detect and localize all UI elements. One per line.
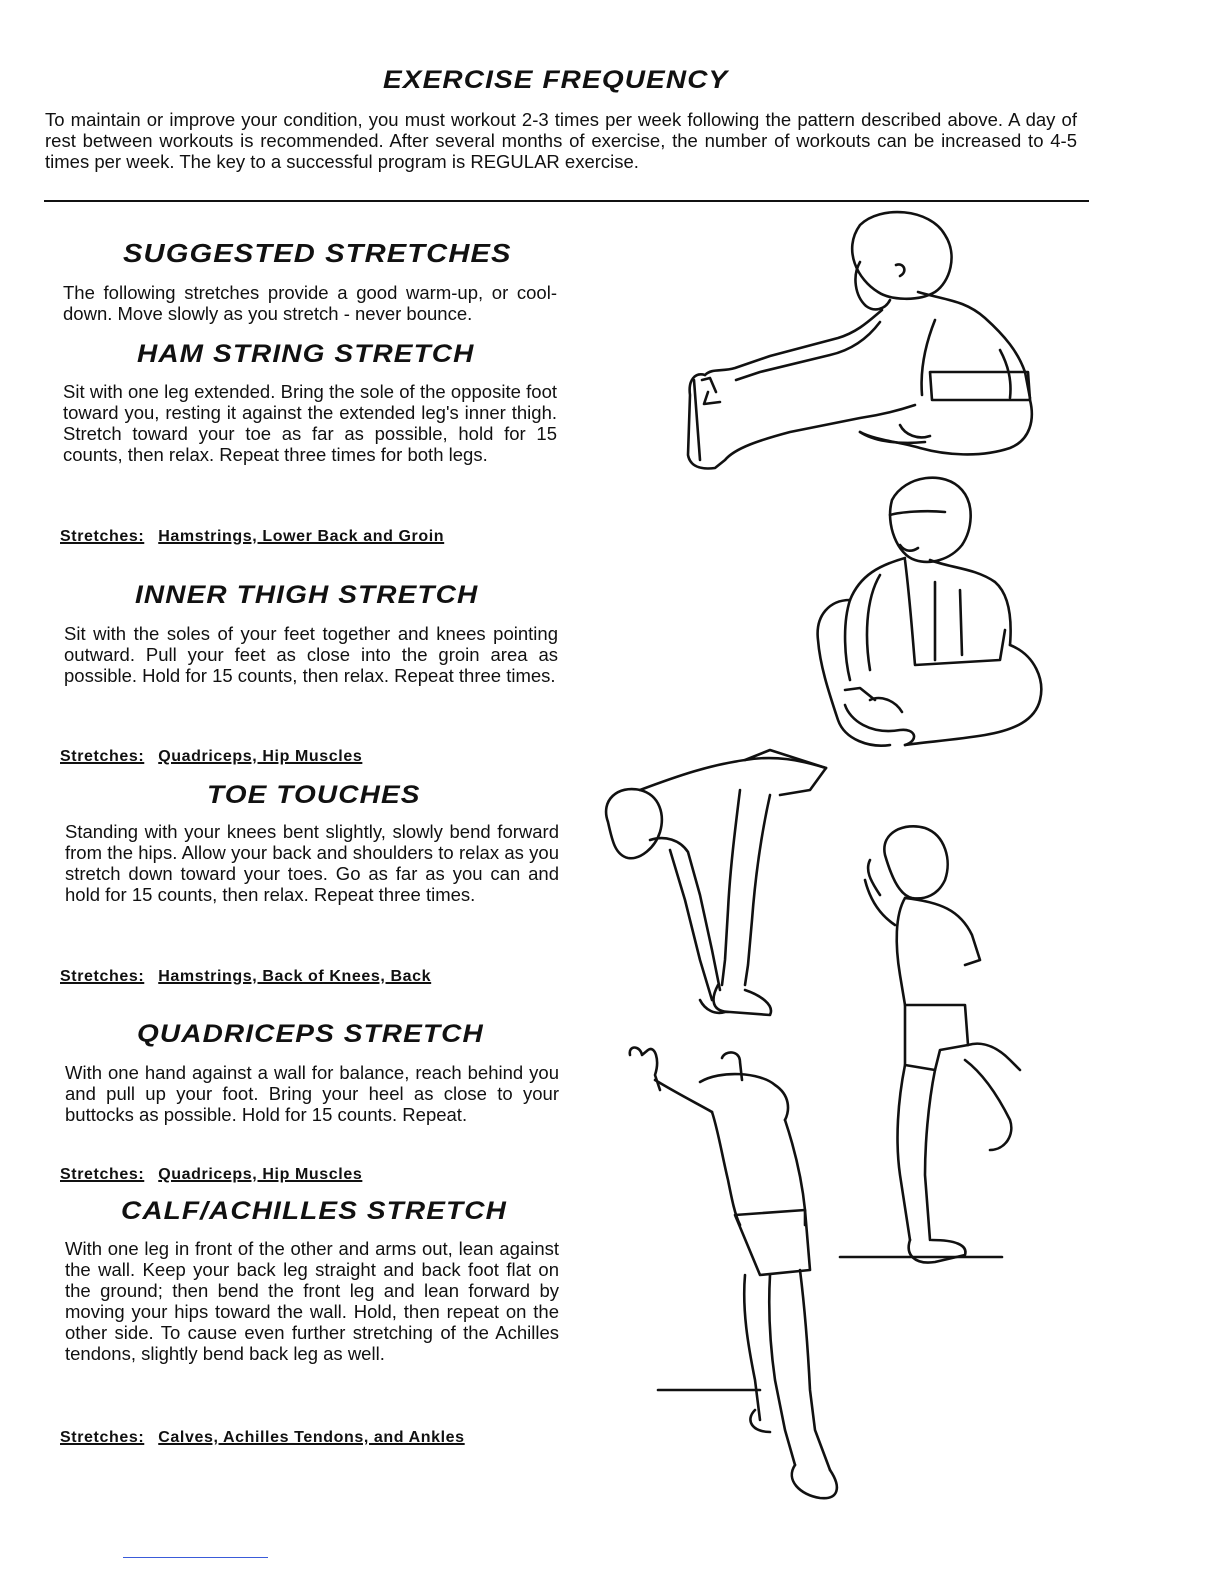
inner-thigh-stretch-title: INNER THIGH STRETCH <box>135 581 479 609</box>
toe-touches-figure <box>606 750 826 1015</box>
stretches-label: Stretches: <box>60 1166 145 1183</box>
quadriceps-targets-value: Quadriceps, Hip Muscles <box>158 1166 363 1183</box>
hamstring-stretch-figure <box>688 212 1032 468</box>
bottom-link-line <box>123 1557 268 1558</box>
quadriceps-stretch-figure <box>840 826 1020 1262</box>
stretches-label: Stretches: <box>60 748 145 765</box>
toe-touches-text: Standing with your knees bent slightly, slowly bend forward from the hips. Allow your back and shoulders to relax as you stretch down toward your toes. Go as far as you can and hold for 15 counts, then relax. Repeat three times. <box>65 821 559 905</box>
inner-thigh-stretch-text: Sit with the soles of your feet together and knees pointing outward. Pull your feet as close into the groin area as possible. Hold for 15 counts, then relax. Repeat three times. <box>64 623 558 686</box>
suggested-stretches-title: SUGGESTED STRETCHES <box>123 238 512 268</box>
calf-achilles-stretch-targets <box>60 1427 566 1448</box>
stretch-illustrations <box>570 200 1130 1510</box>
inner-thigh-targets-value: Quadriceps, Hip Muscles <box>158 748 363 765</box>
toe-touches-targets <box>60 966 566 987</box>
quadriceps-stretch-text: With one hand against a wall for balance, reach behind you and pull up your foot. Bring your heel as close to your buttocks as possible. Hold for 15 counts. Repeat. <box>65 1062 559 1125</box>
stretches-label: Stretches: <box>60 968 145 985</box>
inner-thigh-stretch-targets <box>60 746 564 767</box>
hamstring-targets-value: Hamstrings, Lower Back and Groin <box>158 528 445 545</box>
exercise-frequency-text: To maintain or improve your condition, you must workout 2-3 times per week following the pattern described above. A day of rest between workouts is recommended. After several months of exercise, the number of workouts can be increased to 4-5 times per week. The key to a successful program is REGULAR exercise. <box>45 109 1077 172</box>
suggested-stretches-text: The following stretches provide a good warm-up, or cool-down. Move slowly as you stretch - never bounce. <box>63 282 557 324</box>
inner-thigh-stretch-figure <box>818 478 1042 746</box>
hamstring-stretch-title: HAM STRING STRETCH <box>137 340 475 368</box>
calf-achilles-stretch-title: CALF/ACHILLES STRETCH <box>121 1197 507 1225</box>
quadriceps-stretch-targets <box>60 1164 566 1185</box>
calf-achilles-stretch-figure <box>630 1048 837 1499</box>
stretches-label: Stretches: <box>60 1429 145 1446</box>
toe-touches-targets-value: Hamstrings, Back of Knees, Back <box>158 968 432 985</box>
exercise-frequency-title: EXERCISE FREQUENCY <box>383 66 729 94</box>
hamstring-stretch-text: Sit with one leg extended. Bring the sole of the opposite foot toward you, resting it against the extended leg's inner thigh. Stretch toward your toe as far as possible, hold for 15 counts, then relax. Repeat three times for both legs. <box>63 381 557 465</box>
toe-touches-title: TOE TOUCHES <box>207 781 421 809</box>
quadriceps-stretch-title: QUADRICEPS STRETCH <box>137 1020 484 1048</box>
hamstring-stretch-targets <box>60 526 564 547</box>
calf-targets-value: Calves, Achilles Tendons, and Ankles <box>158 1429 465 1446</box>
calf-achilles-stretch-text: With one leg in front of the other and arms out, lean against the wall. Keep your back leg straight and back foot flat on the ground; then bend the front leg and lean forward by moving your hips toward the wall. Hold, then repeat on the other side. To cause even further stretching of the Achilles tendons, slightly bend back leg as well. <box>65 1238 559 1364</box>
stretches-label: Stretches: <box>60 528 145 545</box>
